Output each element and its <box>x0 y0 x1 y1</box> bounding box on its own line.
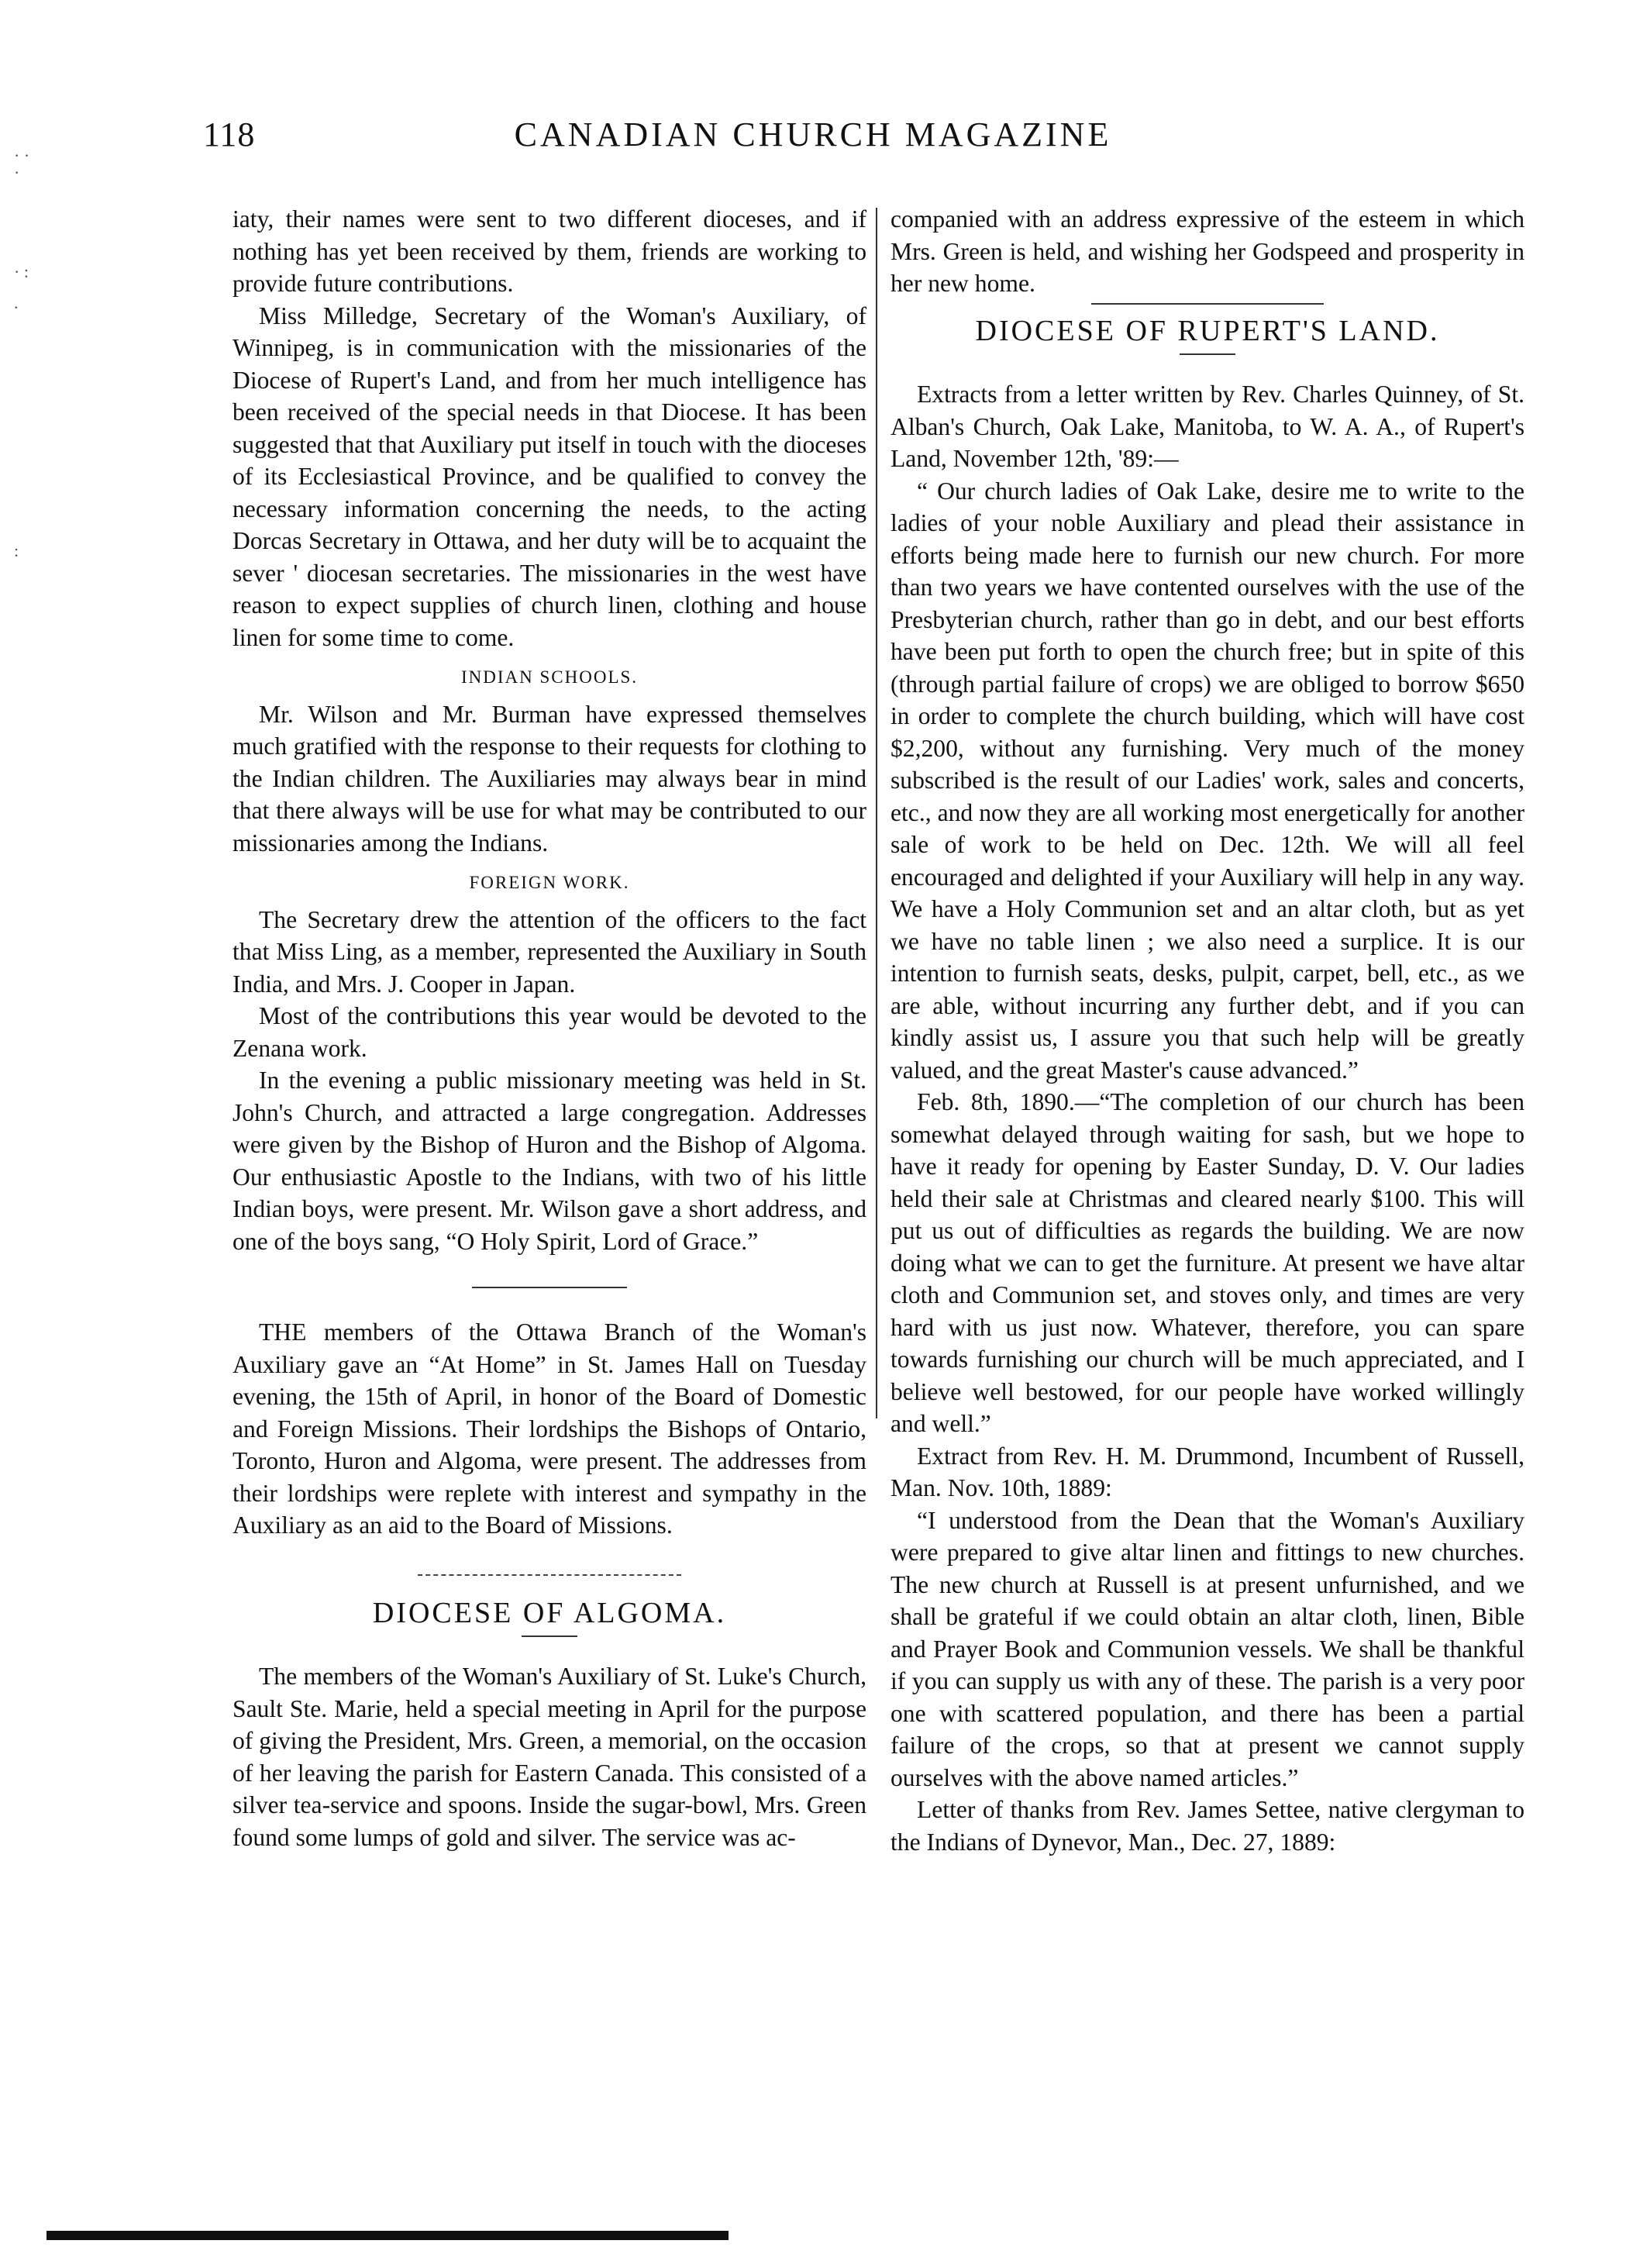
paragraph: “ Our church ladies of Oak Lake, desire me to write to the ladies of your noble Auxiliary and plead their assistance in efforts being made here to furnish our new church. For more than two years we have contented ourselves with the use of the Presbyterian church, rather than go in debt, and our best efforts have been put forth to open the church free; but in spite of this (through partial failure of crops) we are obliged to borrow $650 in order to complete the church building, which will have cost $2,200, without any furnishing. Very much of the money subscribed is the result of our Ladies' work, sales and concerts, etc., and now they are all working most energetically for another sale of work to be held on Dec. 12th. We will all feel encouraged and delighted if your Auxiliary will help in any way. We have a Holy Communion set and an altar cloth, but as yet we have no table linen ; we also need a surplice. It is our intention to furnish seats, desks, pulpit, carpet, bell, etc., as we are able, without incurring any further debt, and if you can kindly assist us, I assure you that such help will be greatly valued, and the great Master's cause advanced.” <box>891 477 1524 1084</box>
paragraph: “I understood from the Dean that the Woman's Auxiliary were prepared to give altar linen and fittings to new churches. The new church at Russell is at present unfurnished, and we shall be grateful if we could obtain an altar cloth, linen, Bible and Prayer Book and Communion vessels. We shall be thankful if you can supply us with any of these. The parish is a very poor one with scattered population, and there has been a partial failure of the crops, so that at present we cannot supply ourselves with the above named articles.” <box>891 1506 1524 1791</box>
page-number: 118 <box>203 115 256 153</box>
paragraph: THE members of the Ottawa Branch of the Woman's Auxiliary gave an “At Home” in St. James Hall on Tuesday evening, the 15th of April, in honor of the Board of Domestic and Foreign Missions. Their lordships the Bishops of Ontario, Toronto, Huron and Algoma, were present. The addresses from their lordships were replete with interest and sympathy in the Auxiliary as an aid to the Board of Missions. <box>233 1318 866 1539</box>
paragraph: Feb. 8th, 1890.—“The completion of our church has been somewhat delayed through waiting for sash, but we hope to have it ready for opening by Easter Sunday, D. V. Our ladies held their sale at Christmas and cleared nearly $100. This will put us out of difficulties as regards the building. We are now doing what we can to get the furniture. At present we have altar cloth and Communion set, and stoves only, and times are very hard with us just now. Whatever, therefore, you can spare towards furnishing our church will be much appreciated, and I believe well bestowed, for our people have worked willingly and well.” <box>891 1088 1524 1437</box>
title-rule <box>522 1636 577 1637</box>
paragraph: Extract from Rev. H. M. Drummond, Incumbent of Russell, Man. Nov. 10th, 1889: <box>891 1442 1524 1501</box>
section-title-algoma: DIOCESE OF ALGOMA. <box>372 1596 727 1629</box>
subheading-indian-schools: INDIAN SCHOOLS. <box>460 667 639 687</box>
right-column <box>891 203 1524 1858</box>
scan-edge-bar <box>47 2231 729 2240</box>
section-title-ruperts-land: DIOCESE OF RUPERT'S LAND. <box>975 314 1440 347</box>
paragraph: The Secretary drew the attention of the officers to the fact that Miss Ling, as a member, represented the Auxiliary in South India, and Mrs. J. Cooper in Japan. <box>233 905 866 998</box>
column-divider <box>876 208 877 1418</box>
title-rule <box>1180 353 1235 355</box>
section-divider <box>1091 303 1324 305</box>
subheading-foreign-work: FOREIGN WORK. <box>469 873 630 892</box>
paragraph: Most of the contributions this year would be devoted to the Zenana work. <box>233 1002 866 1062</box>
paragraph: Extracts from a letter written by Rev. Charles Quinney, of St. Alban's Church, Oak Lake, Manitoba, to W. A. A., of Rupert's Land, November 12th, '89:— <box>891 381 1524 472</box>
paragraph: companied with an address expressive of the esteem in which Mrs. Green is held, and wishing her Godspeed and prosperity in her new home. <box>891 205 1524 297</box>
paragraph: The members of the Woman's Auxiliary of St. Luke's Church, Sault Ste. Marie, held a special meeting in April for the purpose of giving the President, Mrs. Green, a memorial, on the occasion of her leaving the parish for Eastern Canada. This consisted of a silver tea-service and spoons. Inside the sugar-bowl, Mrs. Green found some lumps of gold and silver. The service was ac- <box>233 1663 866 1851</box>
paragraph: Mr. Wilson and Mr. Burman have expressed themselves much gratified with the response to their requests for clothing to the Indian children. The Auxiliaries may always bear in mind that there always will be use for what may be contributed to our missionaries among the Indians. <box>233 700 866 857</box>
paragraph: Miss Milledge, Secretary of the Woman's Auxiliary, of Winnipeg, is in communication with the missionaries of the Diocese of Rupert's Land, and from her much intelligence has been received of the special needs in that Diocese. It has been suggested that that Auxiliary put itself in touch with the dioceses of its Ecclesiastical Province, and be qualified to convey the necessary information concerning the needs, to the acting Dorcas Secretary in Ottawa, and her duty will be to acquaint the sever ' diocesan secretaries. The missionaries in the west have reason to expect supplies of church linen, clothing and house linen for some time to come. <box>233 302 866 651</box>
left-column <box>233 203 866 1853</box>
section-divider <box>472 1287 627 1288</box>
paragraph: iaty, their names were sent to two different dioceses, and if nothing has yet been received by them, friends are working to provide future contributions. <box>233 205 866 297</box>
paragraph: In the evening a public missionary meeting was held in St. John's Church, and attracted a large congregation. Addresses were given by the Bishop of Huron and the Bishop of Algoma. Our enthusiastic Apostle to the Indians, with two of his little Indian boys, were present. Mr. Wilson gave a short address, and one of the boys sang, “O Holy Spirit, Lord of Grace.” <box>233 1067 866 1255</box>
section-divider <box>418 1574 681 1576</box>
paragraph: Letter of thanks from Rev. James Settee, native clergyman to the Indians of Dynevor, Man., Dec. 27, 1889: <box>891 1796 1524 1856</box>
running-title: CANADIAN CHURCH MAGAZINE <box>514 115 1112 153</box>
